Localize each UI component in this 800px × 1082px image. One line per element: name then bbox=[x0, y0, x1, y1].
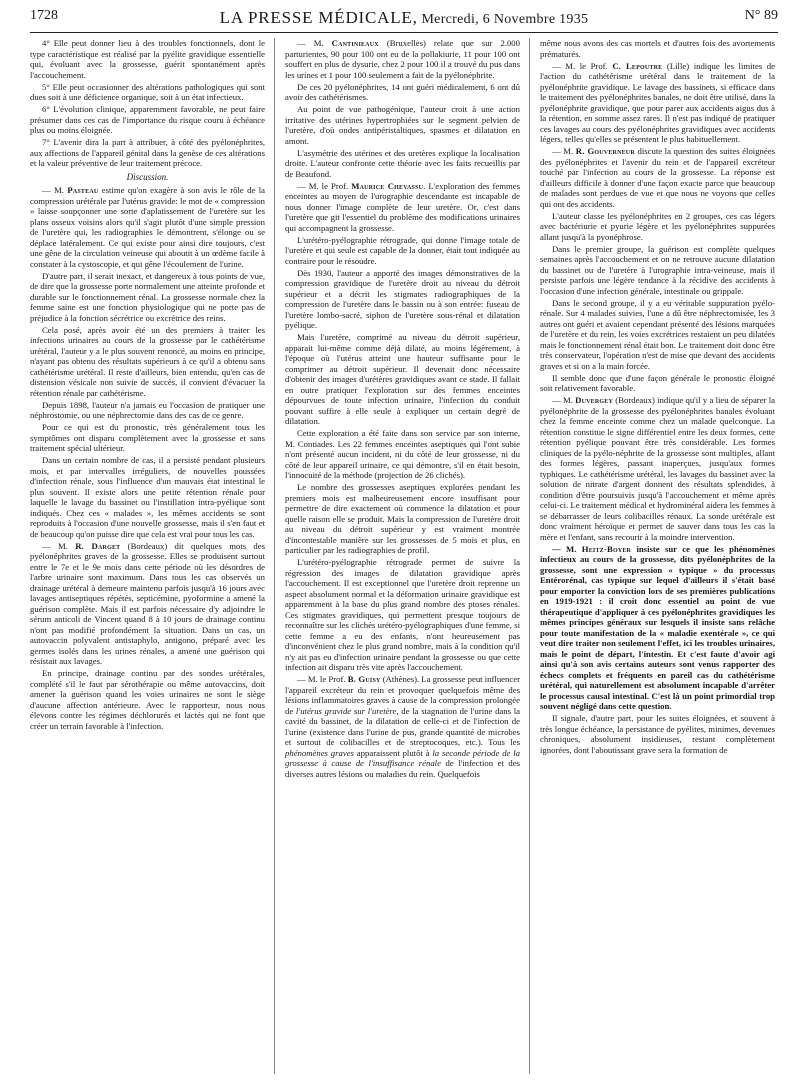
column-1 bbox=[30, 38, 265, 1078]
column-3 bbox=[540, 38, 775, 1078]
paragraph: 6° L'évolution clinique, apparemment favorable, ne peut faire présumer dans ces cas de l'importance du risque couru à échéance plus ou moins éloignée. bbox=[30, 104, 265, 135]
paragraph-gouverneur: — M. R. Gouverneur discute la question des suites éloignées des pyélonéphrites et l'avenir du rein et de l'appareil excréteur touché par l'infection au cours de la grossesse. La réponse est d'ailleurs difficile à donner d'une façon exacte parce que beaucoup de malades sont perdues de vue et que nous ne voyons que celles qui ont des accidents. bbox=[540, 146, 775, 209]
paragraph-guisy: — M. le Prof. B. Guisy (Athènes). La grossesse peut influencer l'appareil excréteur du rein et provoquer quelquefois même des lésions inflammatoires graves à cause de la compression prolongée de l'utérus gravide sur l'uretère, de la stagnation de l'urine dans la cavité du bassinet, de la dilatation de celle-ci et de l'infection de l'urine (existence dans l'urine de pus, grande quantité de microbes et surtout de colibacilles et de streptocoques, etc.). Tous les phénomènes graves apparaissent plutôt à la seconde période de la grossesse à cause de l'insuffisance rénale de l'infection et des diverses autres lésions ou maladies du rein. Quelquefois bbox=[285, 674, 520, 779]
speaker-name: Maurice Chevassu bbox=[351, 180, 424, 191]
paragraph: 4° Elle peut donner lieu à des troubles fonctionnels, dont le type caractéristique est réalisé par la pyélite gravidique essentielle qui, évoluant avec la grossesse, guérit spontanément après l'accouchement. bbox=[30, 38, 265, 80]
journal-name: LA PRESSE MÉDICALE, bbox=[219, 8, 418, 27]
paragraph: Dans le second groupe, il y a eu véritable suppuration pyélo-rénale. Sur 4 malades suivies, l'une a dû être néphrectomisée, les 3 autres ont guéri et avaient cependant présenté des lésions marquées de l'uretère et du rein, les voies excrétrices restaient un peu dilatées mais le fonctionnement rénal était bon. Le traitement doit donc être très conservateur, l'opération n'est de mise que devant des accidents graves et si on a la main forcée. bbox=[540, 297, 775, 371]
paragraph: 7° L'avenir dira la part à attribuer, à côté des pyélonéphrites, aux affections de l'appareil génital dans la genèse de ces altérations et la valeur préventive de leur traitement précoce. bbox=[30, 137, 265, 168]
column-divider bbox=[274, 38, 275, 1074]
paragraph: L'asymétrie des utérines et des uretères explique la localisation droite. L'auteur confronte cette théorie avec les faits recueillis par de Beaufond. bbox=[285, 147, 520, 179]
paragraph: De ces 20 pyélonéphrites, 14 ont guéri médicalement, 6 ont dû avoir des cathétérismes. bbox=[285, 81, 520, 102]
paragraph: même nous avons des cas mortels et d'autres fois des avortements prématurés. bbox=[540, 38, 775, 59]
running-title bbox=[30, 8, 778, 28]
column-divider bbox=[529, 38, 530, 1074]
column-2 bbox=[285, 38, 520, 1078]
page-number: 1728 bbox=[30, 8, 58, 23]
speaker-name: B. Guisy bbox=[347, 674, 381, 684]
paragraph-heitz-boyer: — M. Heitz-Boyer insiste sur ce que les phénomènes infectieux au cours de la grossesse, dits pyélonéphrites de la grossesse, sont une expression « typique » du processus Entérorénal, cas typique sur lequel d'ailleurs il s'était basé pour emporter la conviction lors de ses premières publications en 1919-1921 : il croit donc essentiel au point de vue thérapeutique d'appliquer à ces pyélonéphrites gravidiques les mêmes principes généraux sur lesquels il insiste sans relâche pour toute manifestation de la « maladie exentérale », ce qui veut dire traiter non seulement l'effet, ici les troubles urinaires, mais le point de départ, l'intestin. Et c'est faute d'avoir agi ainsi qu'à son avis certains auteurs sont venus rapporter des échecs complets et fréquents en pareil cas du cathétérisme urétéral, qui naturellement est absolument incapable d'arrêter le processus causal intestinal. C'est là un point primordial trop souvent négligé dans cette question. bbox=[540, 543, 775, 711]
paragraph: Dès 1930, l'auteur a apporté des images démonstratives de la compression gravidique de l'uretère droit au niveau du détroit supérieur et a décrit les stigmates radiographiques de la compression de l'uretère dans le bassin ou à son entrée: fuseau de l'uretère lombo-sacré, siphon de l'uretère sous-rénal et dilatation pyélique. bbox=[285, 267, 520, 330]
paragraph-pasteau: — M. Pasteau estime qu'on exagère à son avis le rôle de la compression urétérale par l'utérus gravide: le mot de « compression » laisse soupçonner une sorte d'aplatissement de l'uretère sur les plans osseux voisins alors qu'il s'agit plutôt d'une simple pression de l'uretère qui, les radiographies le démontrent, s'élonge ou se déplace latéralement. Ce qui existe pour ainsi dire toujours, c'est une gêne de la circulation veineuse qui aboutit à un œdème facile à constater à la cystoscopie, et qui gêne l'écoulement de l'urine. bbox=[30, 185, 265, 269]
paragraph: Dans un certain nombre de cas, il a persisté pendant plusieurs mois, et par intervalles irréguliers, de nouvelles poussées d'infection rénale, sous l'influence d'un mauvais état intestinal le plus souvent. Il existe alors une petite rétention rénale pour laquelle le lavage du bassinet ou l'instillation intra-pyélique sont indiqués. Chez ces « malades », les mêmes accidents se sont reproduits à l'occasion d'une nouvelle grossesse, mais il s'en faut et de beaucoup qu'on puisse dire que cela est vrai pour tous les cas. bbox=[30, 455, 265, 539]
speaker-name: C. Lepoutre bbox=[612, 60, 663, 71]
paragraph: D'autre part, il serait inexact, et dangereux à tous points de vue, de dire que la grossesse porte normalement une atteinte profonde et durable sur le fonctionnement rénal. La grossesse normale chez la femme saine est une fonction physiologique qui ne porte pas de préjudice à la fonction sécrétrice ou excrétrice des reins. bbox=[30, 270, 265, 323]
section-heading-discussion: Discussion. bbox=[126, 171, 169, 182]
speaker-name: R. Darget bbox=[75, 540, 121, 551]
paragraph: Au point de vue pathogénique, l'auteur croit à une action irritative des utérines hypertrophiées sur le segment pelvien de l'uretère, d'où ondes antipéristaltiques, spasmes et dilatation en amont. bbox=[285, 104, 520, 146]
paragraph: Cette exploration a été faite dans son service par son interne, M. Contiades. Les 22 femmes enceintes aseptiques qui l'ont subie n'ont présenté aucun incident, ni du côté de leur grossesse, ni du côté de leur appareil urinaire, ce qui démontre, s'il en était besoin, l'innocuité de la méthode (projection de 26 clichés). bbox=[285, 428, 520, 480]
page-header bbox=[30, 6, 778, 33]
paragraph: Pour ce qui est du pronostic, très généralement tous les symptômes ont disparu complètement avec la grossesse et sans traitement spécial ultérieur. bbox=[30, 422, 265, 453]
paragraph-lepoutre: — M. le Prof. C. Lepoutre (Lille) indique les limites de l'action du cathétérisme urétéral dans le traitement de la pyélonéphrite gravidique. Le lavage des bassinets, si efficace dans le traitement des pyélonéphrites banales, ne doit être utilisé, dans la pyélonéphrite gravidique, que pour parer aux accidents aigus dus à la rétention, en somme assez rares. Il n'est pas indiqué de pratiquer ces lavages au cours des pyélonéphrites gravidiques avec accidents légers, telles qu'elles se présentent le plus habituellement. bbox=[540, 60, 775, 144]
paragraph: Cela posé, après avoir été un des premiers à traiter les infections urinaires au cours de la grossesse par le cathétérisme urétéral, l'auteur y a le plus souvent renoncé, au moins en principe, n'ayant pas obtenu des résultats supérieurs à ce qu'il a obtenu sans cathétérisme urétéral. Il reste d'ailleurs, bien entendu, qu'en cas de distension vésicale non suivie de succès, il convient d'évacuer la rétention rénale par cathétérisme. bbox=[30, 324, 265, 398]
paragraph: L'auteur classe les pyélonéphrites en 2 groupes, ces cas légers avec bactériurie et pyurie légère et les pyélonéphrites suppurées allant jusqu'à la pyonéphrose. bbox=[540, 210, 775, 242]
speaker-name: Cantinieaux bbox=[331, 38, 379, 48]
speaker-name: R. Gouverneur bbox=[575, 146, 635, 156]
paragraph: Il signale, d'autre part, pour les suites éloignées, et souvent à très longue échéance, la persistance de pyélites, minimes, devenues chroniques, absolument insidieuses, restant complètement ignorées, dont l'aboutissant grave sera la formation de bbox=[540, 713, 775, 755]
issue-date: Mercredi, 6 Novembre 1935 bbox=[421, 12, 589, 27]
issue-number: N° 89 bbox=[744, 8, 778, 23]
paragraph-cantinieaux: — M. Cantinieaux (Bruxelles) relate que sur 2.000 parturientes, 90 pour 100 ont eu de la pollakiurie, 11 pour 100 ont souffert en plus de dysurie, chez 2 pour 100 il a trouvé du pus dans les urines et 1 pour 100 seulement a fait de la pyélonéphrite. bbox=[285, 38, 520, 80]
speaker-name: Pasteau bbox=[67, 185, 99, 195]
speaker-name: Heitz-Boyer bbox=[581, 543, 632, 554]
paragraph: Dans le premier groupe, la guérison est complète quelques semaines après l'accouchement et on ne retrouve aucune dilatation du bassinet ou de l'uretère à l'urographie intra-veineuse, mais il persiste parfois une légère tendance à la récidive des accidents à l'occasion d'une infection générale, intestinale ou grippale. bbox=[540, 243, 775, 296]
paragraph: L'urétéro-pyélographie rétrograde, qui donne l'image totale de l'uretère et qui seule est capable de la donner, était tout indiquée au contraire pour le résoudre. bbox=[285, 234, 520, 266]
paragraph-duvergey: — M. Duvergey (Bordeaux) indique qu'il y a lieu de séparer la pyélonéphrite de la grossesse des pyélonéphrites banales évoluant chez la femme enceinte comme chez un malade quelconque. La rétention constitue le signe différentiel entre les deux formes, cette rétention pyélique pouvant être très considérable. Les formes cliniques de la pyélo-néphrite de la grossesse sont multiples, allant des formes légères, passant inaperçues, jusqu'aux formes typhiques. Le cathétérisme urétéral, les lavages du bassinet avec la solution de nitrate d'argent donnent des résultats splendides, à condition d'être poursuivis jusqu'à l'accouchement et même après celui-ci. Le traitement médical et hydrominéral aidera les femmes à se débarrasser de leurs colibacilles rénaux. La sonde urétérale est donc vraiment héroïque et permet de sauver dans tous les cas la mère et l'enfant, sans recourir à la moindre intervention. bbox=[540, 395, 775, 542]
paragraph-chevassu: — M. le Prof. Maurice Chevassu. L'exploration des femmes enceintes au moyen de l'urographie descendante est incapable de nous donner l'image complète de leur uretère. Or, c'est dans l'uretère que git l'essentiel du problème des modifications urinaires qui accompagnent la grossesse. bbox=[285, 180, 520, 233]
paragraph: L'urétéro-pyélographie rétrograde permet de suivre la régression des images de dilatation gravidique après l'accouchement. Il est exceptionnel que l'uretère droit reprenne un aspect absolument normal et la déformation urinaire gravidique est apparemment à la base du plus grand nombre des ptoses rénales. Ces stigmates gravidiques, qui permettent presque toujours de reconnaître sur les clichés urétéro-pyélographiques d'une femme, si cette femme a eu des enfants, n'ont heureusement pas d'inconvénient chez le plus grand nombre, mais à la condition qu'il n'y ait pas eu d'infection urinaire pendant la grossesse ou que cette infection ait disparu très vite après l'accouchement. bbox=[285, 557, 520, 672]
paragraph: En principe, drainage continu par des sondes urétérales, complété s'il le faut par sérothérapie ou même autovaccins, doit amener la guérison quand les voies urinaires ne sont le siège d'aucune affection antérieure. Avec le rapporteur, nous nous élevons contre les régimes déchlorurés et lactés qui ne font que créer un terrain favorable à l'infection. bbox=[30, 668, 265, 731]
paragraph: Il semble donc que d'une façon générale le pronostic éloigné soit relativement favorable. bbox=[540, 372, 775, 393]
speaker-name: Duvergey bbox=[575, 395, 614, 405]
paragraph: Le nombre des grossesses aseptiques explorées pendant les premiers mois est malheureusement encore insuffisant pour permettre de dire exactement où commence la dilatation et pour quelle raison elle se produit. Mais la compression de l'uretère droit au niveau du détroit supérieur y est vraiment montrée d'incontestable manière sur les grossesses de 5 mois et plus, en particulier par les radiographies de profil. bbox=[285, 482, 520, 555]
paragraph-darget: — M. R. Darget (Bordeaux) dit quelques mots des pyélonéphrites graves de la grossesse. Elles se produisent surtout entre le 7e et le 9e mois dans cette période où les désordres de l'arbre urinaire sont maximum. Dans tous les cas observés un drainage urétéral à demeure maintenu parfois jusqu'à 16 jours avec lavages antiseptiques répétés, septicémine, pyoformine a amené la guérison complète. Mais il est parfois nécessaire d'y adjoindre le sérum anticoli de Vincent quand 8 à 10 jours de drainage continu n'ont pas modifié profondément la situation. Dans un cas, un autovaccin polyvalent antistaphylo, antigono, préparé avec les germes isolés dans les urines rénales, a amené une guérison qui résistait aux lavages. bbox=[30, 540, 265, 666]
paragraph: Mais l'uretère, comprimé au niveau du détroit supérieur, apparait lui-même comme déjà dilaté, au moins légèrement, à l'époque où l'utérus atteint une hauteur suffisante pour le comprimer au détroit supérieur. Il devenait donc nécessaire d'obtenir des images d'urétères gravidiques avant ce stade. Il fallait en outre pratiquer l'exploration sur des femmes enceintes dépourvues de toute infection urinaire, l'infection du conduit pouvant suffire à elle seule à expliquer un certain degré de dilatation. bbox=[285, 332, 520, 426]
paragraph: 5° Elle peut occasionner des altérations pathologiques qui sont dues soit à une déficience organique, soit à un état infectieux. bbox=[30, 81, 265, 102]
paragraph: Depuis 1898, l'auteur n'a jamais eu l'occasion de pratiquer une néphrostomie, ou une néphrectomie dans des cas de ce genre. bbox=[30, 399, 265, 420]
